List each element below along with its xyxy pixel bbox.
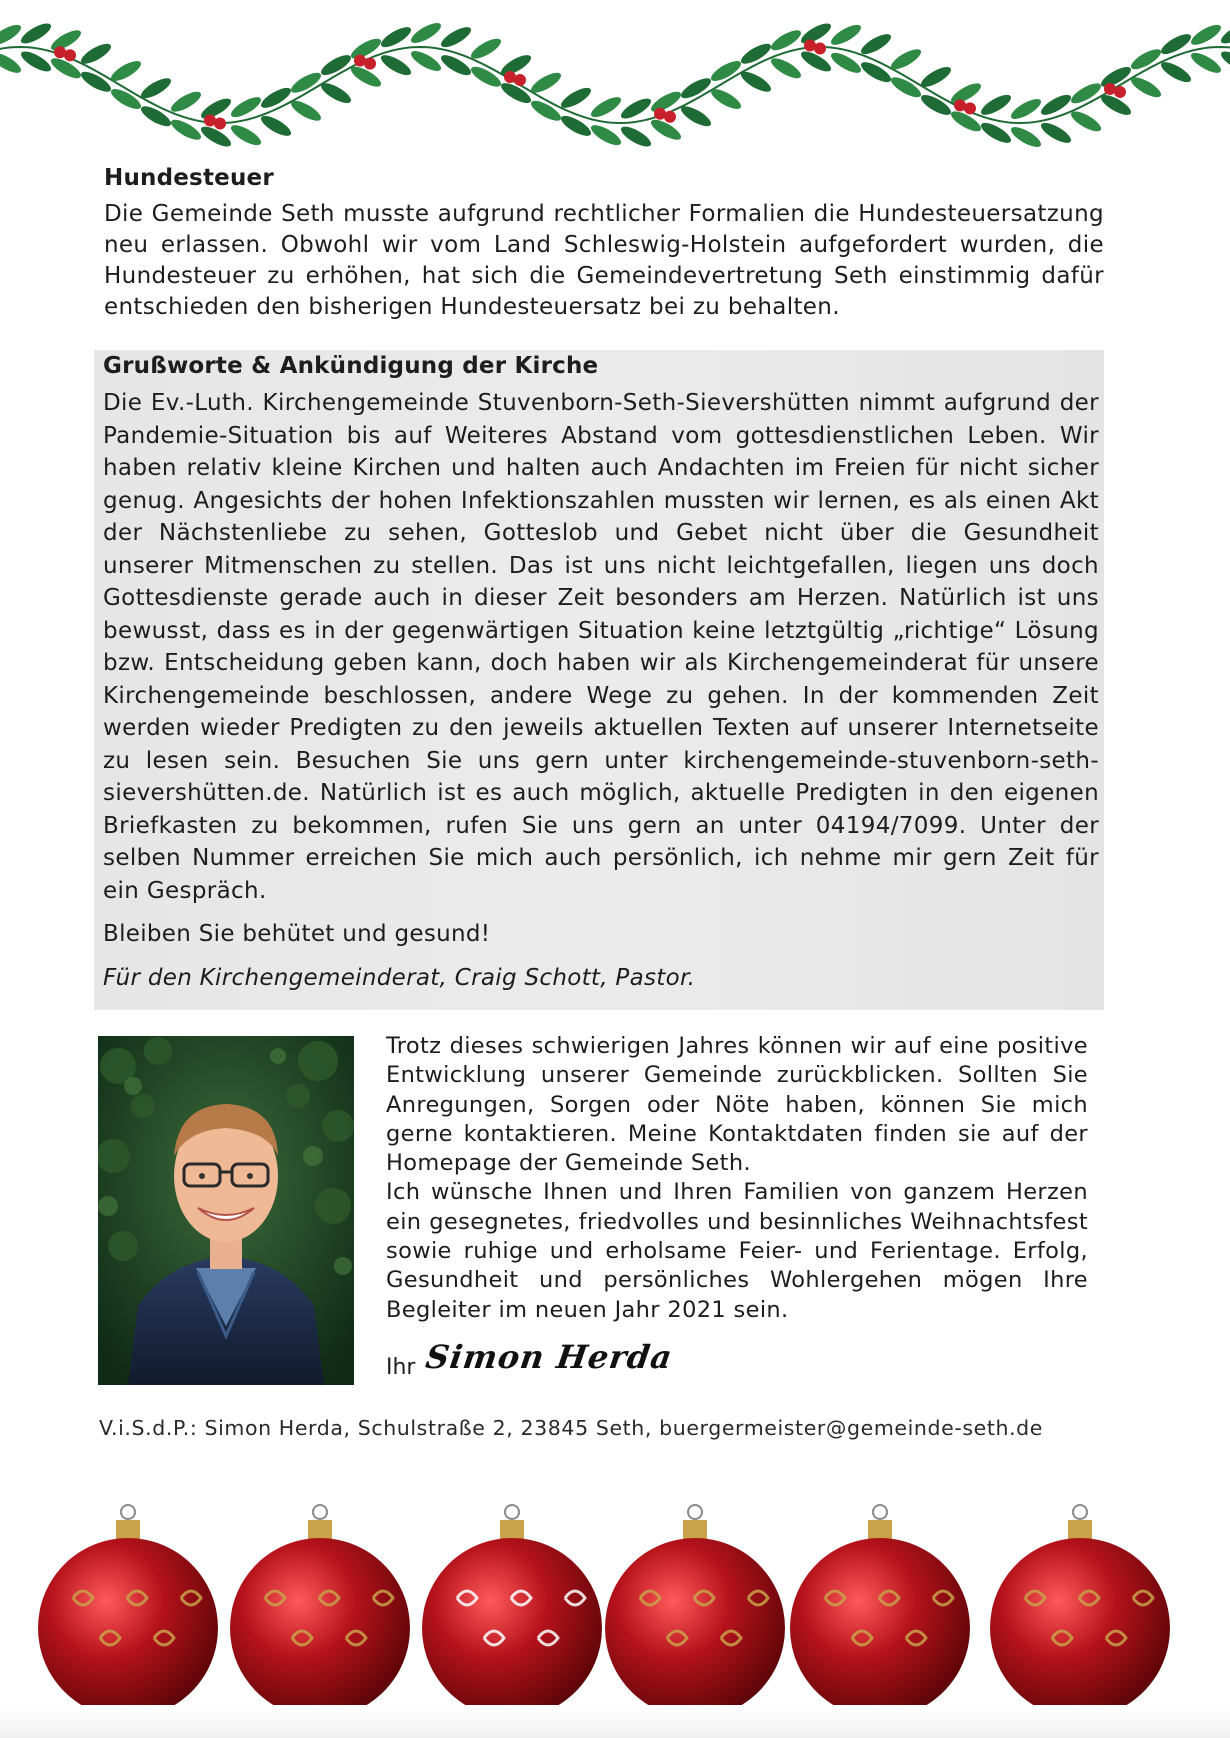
holly-leaf bbox=[258, 84, 293, 111]
holly-berry bbox=[214, 118, 226, 130]
holly-leaf bbox=[438, 51, 473, 78]
holly-leaf bbox=[1188, 21, 1223, 48]
ornament-ball bbox=[38, 1538, 218, 1718]
holly-leaf bbox=[618, 123, 653, 150]
holly-leaf bbox=[828, 21, 863, 48]
holly-leaf bbox=[0, 21, 24, 48]
hundesteuer-section bbox=[104, 165, 1104, 323]
handwritten-signature: Simon Herda bbox=[423, 1338, 676, 1376]
holly-leaf bbox=[858, 30, 893, 57]
hundesteuer-text: Die Gemeinde Seth musste aufgrund rechtlicher Formalien die Hundesteuersatzung neu erlassen. Obwohl wir vom Land Schleswig-Holstein aufgefordert wurden, die Hundesteuer zu erhöhen, hat sich die Gemeindevertretung Seth einstimmig dafür entschieden den bisherigen Hundesteuersatz bei zu behalten. bbox=[104, 201, 1104, 320]
holly-leaf bbox=[1068, 80, 1103, 107]
holly-leaf bbox=[138, 75, 173, 102]
holly-leaf bbox=[138, 103, 173, 130]
church-signature: Für den Kirchengemeinderat, Craig Schott, Pastor. bbox=[103, 965, 696, 991]
imprint-line: V.i.S.d.P.: Simon Herda, Schulstraße 2, 23845 Seth, buergermeister@gemeinde-seth.de bbox=[99, 1416, 1044, 1440]
holly-berry bbox=[964, 102, 976, 114]
ornament-ball bbox=[422, 1538, 602, 1718]
church-heading: Grußworte & Ankündigung der Kirche bbox=[103, 353, 599, 379]
mayor-message bbox=[386, 1032, 1088, 1325]
holly-leaf bbox=[1158, 58, 1193, 85]
ornament-hook bbox=[121, 1505, 135, 1519]
ornament-cap bbox=[1068, 1520, 1092, 1540]
holly-leaf bbox=[798, 20, 833, 47]
holly-leaf bbox=[708, 85, 743, 112]
holly-leaf bbox=[558, 84, 593, 111]
ornament-ball bbox=[990, 1538, 1170, 1718]
holly-leaf bbox=[18, 48, 53, 75]
holly-leaf bbox=[1188, 49, 1223, 76]
ornament-cap bbox=[308, 1520, 332, 1540]
holly-leaf bbox=[618, 95, 653, 122]
ornament-hook bbox=[688, 1505, 702, 1519]
ornament-ball bbox=[605, 1538, 785, 1718]
holly-leaf bbox=[198, 95, 233, 122]
holly-leaf bbox=[18, 20, 53, 47]
holly-leaf bbox=[498, 51, 533, 78]
holly-leaf bbox=[468, 35, 503, 62]
holly-leaf bbox=[258, 112, 293, 139]
holly-leaf bbox=[858, 58, 893, 85]
holly-leaf bbox=[588, 93, 623, 120]
mayor-text-paragraph-1: Trotz dieses schwierigen Jahres können wir auf eine positive Entwicklung unserer Gemeinde zurückblicken. Sollten Sie Anregungen, Sorgen oder Nöte haben, können Sie mich gerne kontaktieren. Meine Kontaktdaten finden sie auf der Homepage der Gemeinde Seth. bbox=[386, 1033, 1088, 1177]
holly-leaf bbox=[348, 35, 383, 62]
church-announcement-box bbox=[94, 350, 1104, 1010]
ornament-hook bbox=[313, 1505, 327, 1519]
holly-leaf bbox=[528, 69, 563, 96]
holly-leaf bbox=[468, 63, 503, 90]
holly-leaf bbox=[948, 80, 983, 107]
holly-leaf bbox=[78, 68, 113, 95]
holly-leaf bbox=[678, 103, 713, 130]
holly-leaf bbox=[738, 68, 773, 95]
holly-leaf bbox=[1038, 91, 1073, 118]
holly-leaf bbox=[1038, 119, 1073, 146]
holly-berry bbox=[64, 49, 76, 61]
holly-leaf bbox=[978, 91, 1013, 118]
church-text: Die Ev.-Luth. Kirchengemeinde Stuvenborn-Seth-Sievershütten nimmt aufgrund der Pandemie-Situation bis auf Weiteres Abstand vom gottesdienstlichen Leben. Wir haben relativ kleine Kirchen und halten auch Andachten im Freien für nicht sicher genug. Angesichts der hohen Infektionszahlen mussten wir lernen, es als einen Akt der Nächstenliebe zu sehen, Gotteslob und Gebet nicht über die Gesundheit unserer Mitmenschen zu stellen. Das ist uns nicht leichtgefallen, liegen uns doch Gottesdienste gerade auch in dieser Zeit besonders am Herzen. Natürlich ist uns bewusst, dass es in der gegenwärtigen Situation keine letztgültig „richtige“ Lösung bzw. Entscheidung geben kann, doch haben wir als Kirchengemeinderat für unsere Kirchengemeinde beschlossen, andere Wege zu gehen. In der kommenden Zeit werden wieder Predigten zu den jeweils aktuellen Texten auf unserer Internetseite zu lesen sein. Besuchen Sie uns gern unter kirchengemeinde-stuvenborn-seth-sievershütten.de. Natürlich ist es auch möglich, aktuelle Predigten in den eigenen Briefkasten zu bekommen, rufen Sie uns gern an unter 04194/7099. Unter der selben Nummer erreichen Sie mich auch persönlich, ich nehme mir gern Zeit für ein Gespräch. bbox=[103, 390, 1099, 904]
ornament-cap bbox=[868, 1520, 892, 1540]
holly-leaf bbox=[78, 40, 113, 67]
ornament-cap bbox=[683, 1520, 707, 1540]
holly-garland-decoration bbox=[0, 0, 1230, 170]
ornament-cap bbox=[116, 1520, 140, 1540]
holly-leaf bbox=[438, 23, 473, 50]
ornament-hook bbox=[1073, 1505, 1087, 1519]
holly-berry bbox=[514, 74, 526, 86]
church-blessing: Bleiben Sie behütet und gesund! bbox=[103, 921, 491, 947]
holly-leaf bbox=[1068, 108, 1103, 135]
holly-leaf bbox=[588, 121, 623, 148]
mayor-portrait-photo bbox=[98, 1036, 354, 1385]
holly-leaf bbox=[168, 88, 203, 115]
ornament-ball bbox=[790, 1538, 970, 1718]
holly-leaf bbox=[228, 121, 263, 148]
ornament-cap bbox=[500, 1520, 524, 1540]
snow-ground bbox=[0, 1705, 1230, 1738]
ornament-hook bbox=[873, 1505, 887, 1519]
holly-leaf bbox=[738, 40, 773, 67]
holly-leaf bbox=[48, 27, 83, 54]
holly-leaf bbox=[408, 47, 443, 74]
hundesteuer-heading: Hundesteuer bbox=[104, 165, 274, 191]
holly-leaf bbox=[678, 75, 713, 102]
holly-leaf bbox=[888, 46, 923, 73]
signature-prefix: Ihr bbox=[386, 1355, 416, 1380]
holly-berry bbox=[814, 42, 826, 54]
holly-leaf bbox=[1008, 123, 1043, 150]
holly-berry bbox=[1114, 86, 1126, 98]
holly-leaf bbox=[1218, 20, 1230, 47]
mayor-signature-line bbox=[386, 1338, 786, 1388]
holly-leaf bbox=[108, 57, 143, 84]
holly-leaf bbox=[288, 97, 323, 124]
holly-leaf bbox=[318, 79, 353, 106]
holly-leaf bbox=[408, 19, 443, 46]
holly-leaf bbox=[768, 55, 803, 82]
holly-leaf bbox=[918, 63, 953, 90]
ornament-hook bbox=[505, 1505, 519, 1519]
holly-berry bbox=[664, 111, 676, 123]
mayor-text-paragraph-2: Ich wünsche Ihnen und Ihren Familien von ganzem Herzen ein gesegnetes, friedvolles und besinnliches Weihnachtsfest sowie ruhige und erholsame Feier- und Ferientage. Erfolg, Gesundheit und persönliches Wohlergehen mögen Ihre Begleiter im neuen Jahr 2021 sein. bbox=[386, 1179, 1088, 1323]
holly-berry bbox=[364, 58, 376, 70]
christmas-ornaments-decoration bbox=[0, 1470, 1230, 1738]
holly-leaf bbox=[1158, 30, 1193, 57]
holly-leaf bbox=[648, 88, 683, 115]
ornament-ball bbox=[230, 1538, 410, 1718]
holly-leaf bbox=[1128, 74, 1163, 101]
holly-leaf bbox=[558, 112, 593, 139]
holly-leaf bbox=[0, 49, 24, 76]
holly-leaf bbox=[1008, 95, 1043, 122]
holly-leaf bbox=[378, 51, 413, 78]
